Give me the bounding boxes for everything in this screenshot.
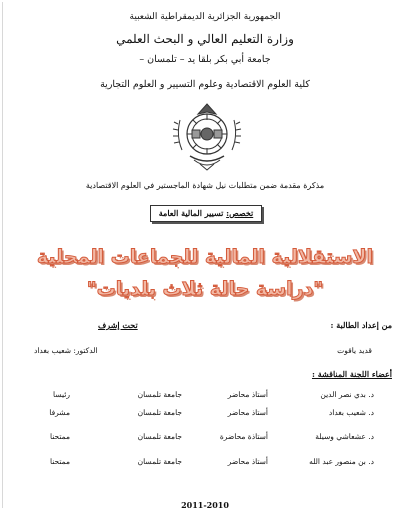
jury-member-institution: جامعة تلمسان <box>137 432 182 441</box>
jury-member-name: د. عشعاشي وسيلة <box>315 432 374 441</box>
supervisor-name: الدكتور: شعيب بغداد <box>34 346 98 355</box>
specialization-box <box>150 205 262 222</box>
specialization-value: تسيير المالية العامة <box>158 208 224 218</box>
republic-header: الجمهورية الجزائرية الديمقراطية الشعبية <box>129 12 281 22</box>
jury-row <box>0 432 410 444</box>
jury-member-institution: جامعة تلمسان <box>137 457 182 466</box>
jury-member-name: د. بن منصور عبد الله <box>309 457 374 466</box>
academic-year: 2011-2010 <box>181 500 229 510</box>
jury-row <box>0 390 410 402</box>
jury-member-role: مشرفا <box>49 408 70 417</box>
jury-member-rank: أستاذ محاضر <box>227 390 268 399</box>
thesis-note: مذكرة مقدمة ضمن متطلبات نيل شهادة الماجستير في العلوم الاقتصادية <box>85 181 325 190</box>
university-header: جامعة أبي بكر بلقا يد – تلمسان – <box>139 54 271 65</box>
faculty-header: كلية العلوم الاقتصادية وعلوم التسيير و العلوم التجارية <box>100 79 310 90</box>
jury-row <box>0 408 410 420</box>
jury-row <box>0 457 410 469</box>
thesis-title-line2: "دراسة حالة ثلاث بلديات" <box>86 278 324 300</box>
jury-member-institution: جامعة تلمسان <box>137 390 182 399</box>
jury-member-institution: جامعة تلمسان <box>137 408 182 417</box>
jury-member-rank: أستاذ محاضر <box>227 457 268 466</box>
jury-member-rank: أستاذ محاضر <box>227 408 268 417</box>
jury-member-role: ممتحنا <box>49 457 70 466</box>
jury-label: أعضاء اللجنة المناقشة : <box>311 369 392 379</box>
student-name: قديد ياقوت <box>337 346 372 355</box>
ministry-header: وزارة التعليم العالي و البحث العلمي <box>116 32 294 46</box>
jury-member-name: د. شعيب بغداد <box>328 408 374 417</box>
thesis-title-line1: الاستقلالية المالية للجماعات المحلية <box>36 246 374 268</box>
jury-member-role: رئيسا <box>53 390 70 399</box>
jury-member-name: د. بدي نصر الدين <box>320 390 374 399</box>
student-label: من إعداد الطالبة : <box>330 320 392 330</box>
supervisor-label: تحت إشرف <box>98 320 138 330</box>
specialization-label: تخصص: <box>226 208 254 218</box>
jury-member-role: ممتحنا <box>49 432 70 441</box>
university-seal-icon <box>168 100 246 172</box>
jury-member-rank: أستاذة محاضرة <box>219 432 268 441</box>
